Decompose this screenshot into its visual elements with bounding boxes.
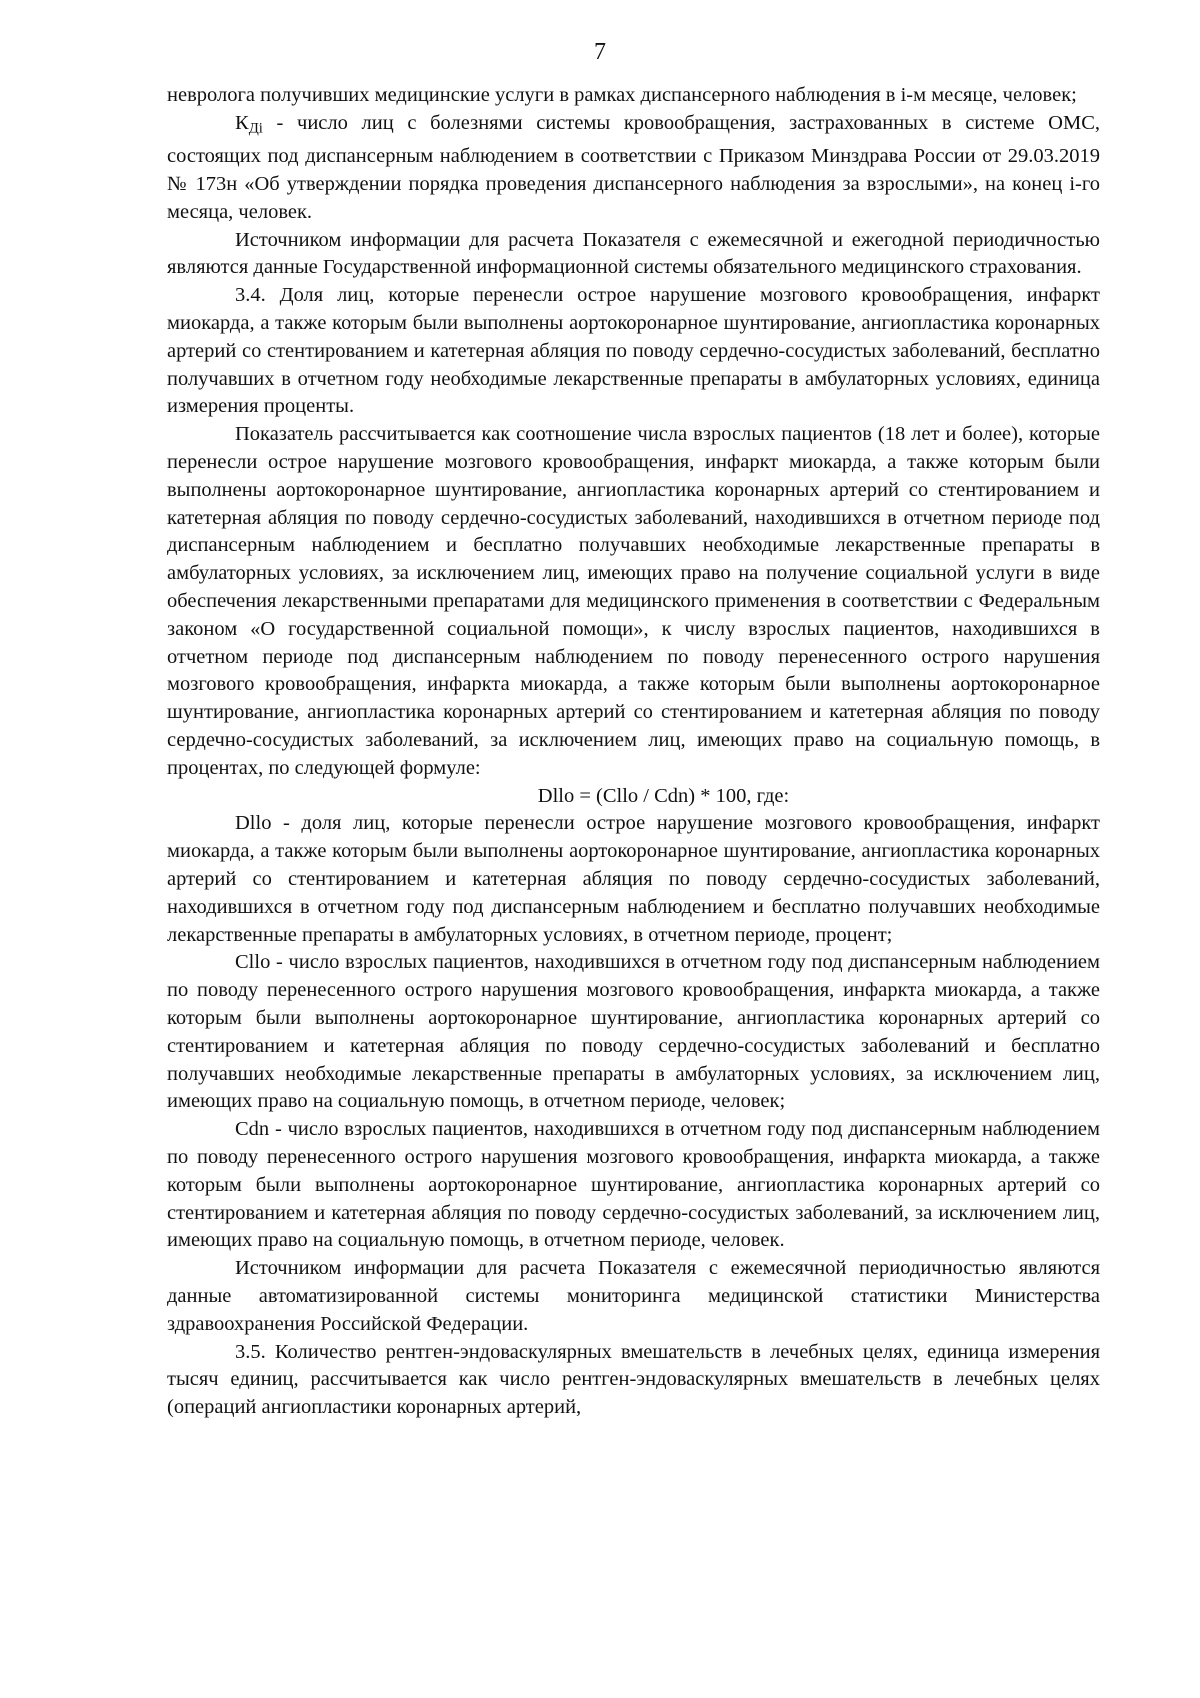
paragraph-calculation-method: Показатель рассчитывается как соотношение числа взрослых пациентов (18 лет и более), которые перенесли острое нарушение мозгового кровообращения, инфаркт миокарда, а также которым были выполнены аортокоронарное шунтирование, ангиопластика коронарных артерий со стентированием и катетерная абляция по поводу сердечно-сосудистых заболеваний, находившихся в отчетном периоде под диспансерным наблюдением и бесплатно получавших необходимые лекарственные препараты в амбулаторных условиях, за исключением лиц, имеющих право на получение социальной услуги в виде обеспечения лекарственными препаратами для медицинского применения в соответствии с Федеральным законом «О государственной социальной помощи», к числу взрослых пациентов, находившихся в отчетном периоде под диспансерным наблюдением по поводу перенесенного острого нарушения мозгового кровообращения, инфаркта миокарда, а также которым были выполнены аортокоронарное шунтирование, ангиопластика коронарных артерий со стентированием и катетерная абляция по поводу сердечно-сосудистых заболеваний, за исключением лиц, имеющих право на социальную помощь, в процентах, по следующей формуле: bbox=[167, 423, 1100, 779]
formula: Dllo = (Cllo / Cdn) * 100, где: bbox=[537, 784, 790, 807]
paragraph-dllo-definition bbox=[167, 810, 1100, 949]
symbol-kd-subscript: Дi bbox=[248, 120, 263, 137]
paragraph-kd-definition bbox=[167, 110, 1100, 227]
paragraph-continuation: невролога получивших медицинские услуги в рамках диспансерного наблюдения в i-м месяце, человек; bbox=[167, 84, 1077, 106]
paragraph-info-source-1: Источником информации для расчета Показателя с ежемесячной и ежегодной периодичностью являются данные Государственной информационной системы обязательного медицинского страхования. bbox=[167, 228, 1100, 279]
paragraph-cllo-definition bbox=[167, 949, 1100, 1116]
document-body bbox=[167, 82, 1100, 1422]
cllo-definition-text: - число взрослых пациентов, находившихся в отчетном году под диспансерным наблюдением по поводу перенесенного острого нарушения мозгового кровообращения, инфаркта миокарда, а также которым были выполнены аортокоронарное шунтирование, ангиопластика коронарных артерий со стентированием и катетерная абляция по поводу сердечно-сосудистых заболеваний и бесплатно получавших необходимые лекарственные препараты в амбулаторных условиях, за исключением лиц, имеющих право на социальную помощь, в отчетном периоде, человек; bbox=[167, 951, 1100, 1113]
symbol-cdn: Cdn bbox=[235, 1118, 270, 1141]
symbol-cllo: Cllo bbox=[235, 951, 271, 974]
symbol-kd: К bbox=[235, 111, 249, 134]
cdn-definition-text: - число взрослых пациентов, находившихся в отчетном году под диспансерным наблюдением по поводу перенесенного острого нарушения мозгового кровообращения, инфаркта миокарда, а также которым были выполнены аортокоронарное шунтирование, ангиопластика коронарных артерий со стентированием и катетерная абляция по поводу сердечно-сосудистых заболеваний, за исключением лиц, имеющих право на социальную помощь, в отчетном периоде, человек. bbox=[167, 1118, 1100, 1252]
paragraph-section-3-4: 3.4. Доля лиц, которые перенесли острое нарушение мозгового кровообращения, инфаркт миокарда, а также которым были выполнены аортокоронарное шунтирование, ангиопластика коронарных артерий со стентированием и катетерная абляция по поводу сердечно-сосудистых заболеваний, бесплатно получавших в отчетном году необходимые лекарственные препараты в амбулаторных условиях, единица измерения проценты. bbox=[167, 284, 1100, 418]
paragraph-section-3-5: 3.5. Количество рентген-эндоваскулярных вмешательств в лечебных целях, единица измерения тысяч единиц, рассчитывается как число рентген-эндоваскулярных вмешательств в лечебных целях (операций ангиопластики коронарных артерий, bbox=[167, 1340, 1100, 1419]
page-number: 7 bbox=[594, 39, 606, 65]
paragraph-cdn-definition bbox=[167, 1116, 1100, 1255]
dllo-definition-text: - доля лиц, которые перенесли острое нарушение мозгового кровообращения, инфаркт миокарда, а также которым были выполнены аортокоронарное шунтирование, ангиопластика коронарных артерий со стентированием и катетерная абляция по поводу сердечно-сосудистых заболеваний, находившихся в отчетном году под диспансерным наблюдением и бесплатно получавших необходимые лекарственные препараты в амбулаторных условиях, в отчетном периоде, процент; bbox=[167, 812, 1100, 946]
kd-definition-text: - число лиц с болезнями системы кровообращения, застрахованных в системе ОМС, состоящих под диспансерным наблюдением в соответствии с Приказом Минздрава России от 29.03.2019 № 173н «Об утверждении порядка проведения диспансерного наблюдения за взрослыми», на конец i-го месяца, человек. bbox=[167, 111, 1100, 223]
paragraph-info-source-2: Источником информации для расчета Показателя с ежемесячной периодичностью являются данные автоматизированной системы мониторинга медицинской статистики Министерства здравоохранения Российской Федерации. bbox=[167, 1257, 1100, 1335]
symbol-dllo: Dllo bbox=[235, 812, 272, 835]
